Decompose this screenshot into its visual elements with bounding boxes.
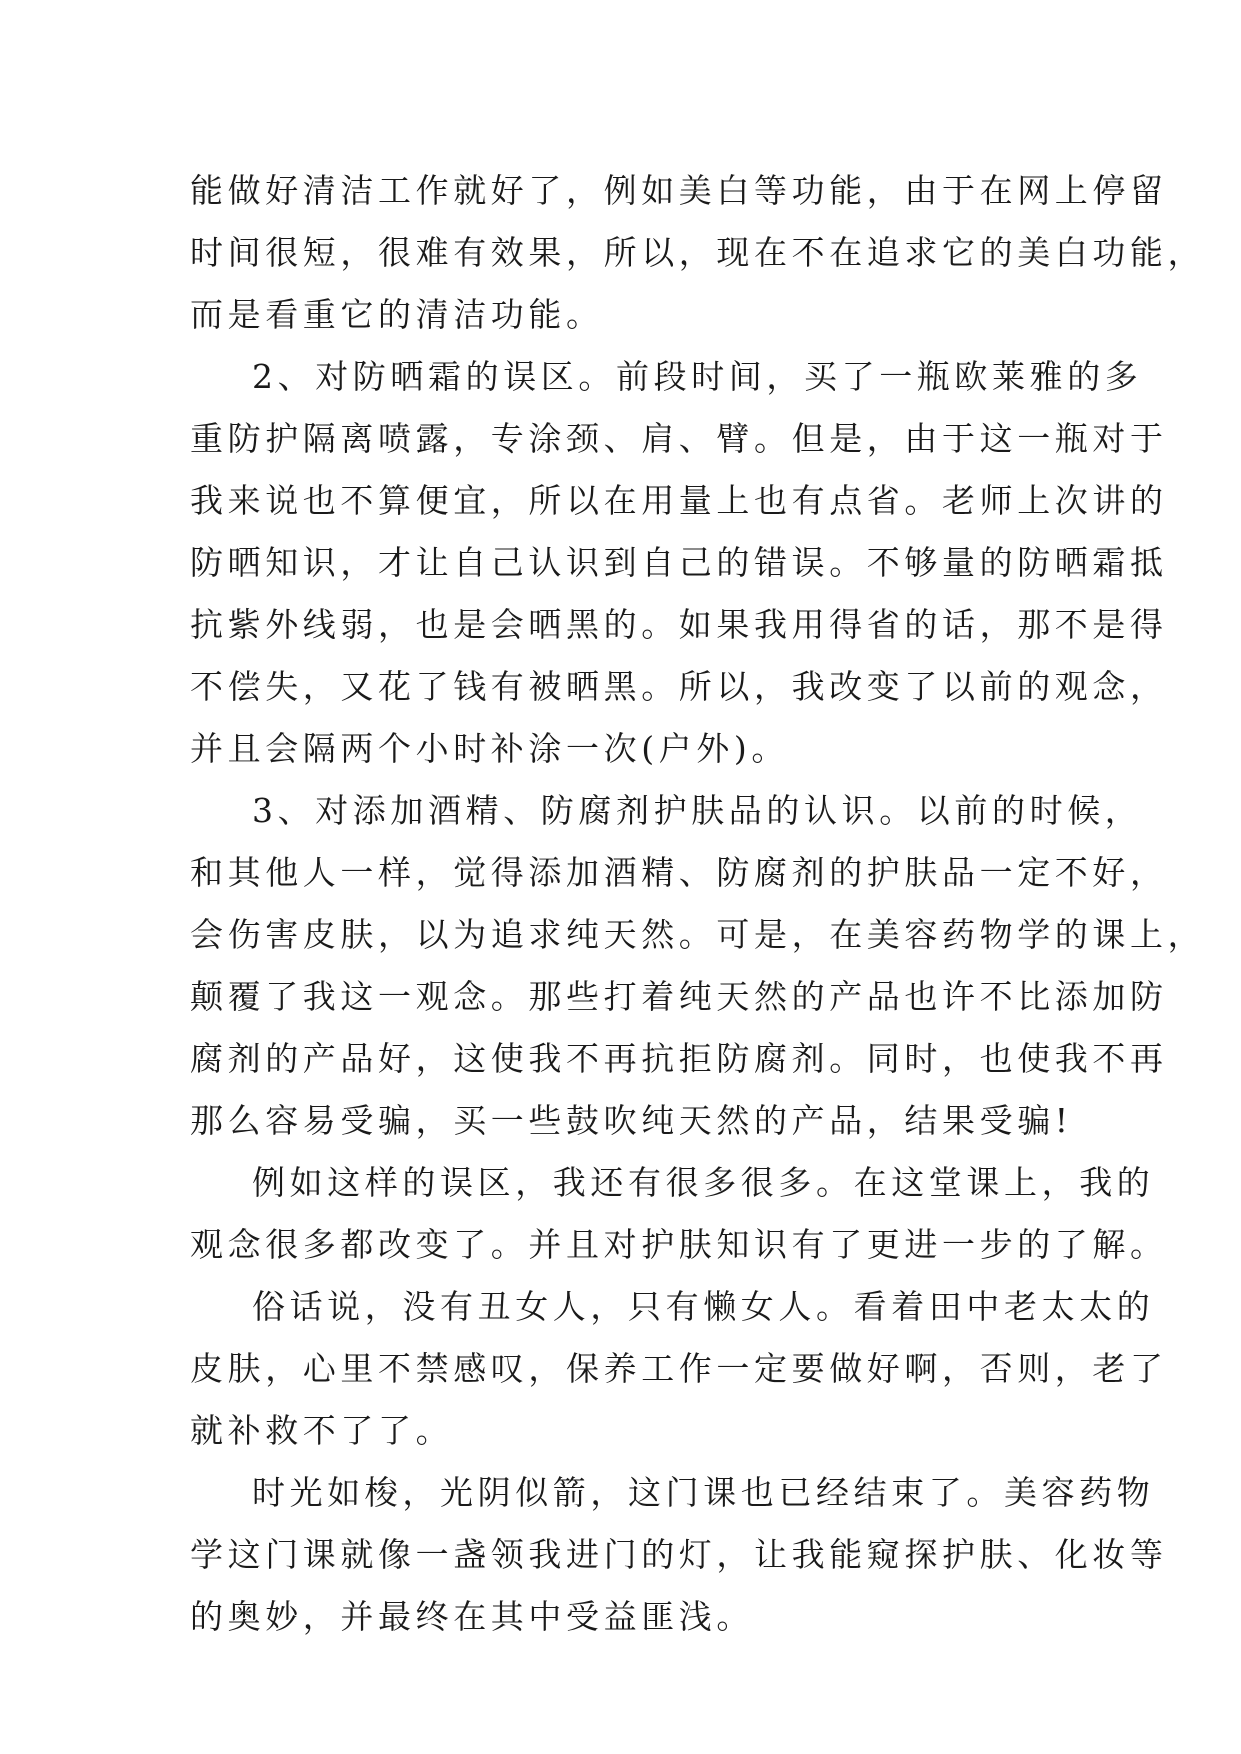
text-line: 会伤害皮肤，以为追求纯天然。可是，在美容药物学的课上，: [190, 915, 1206, 954]
text-line: 观念很多都改变了。并且对护肤知识有了更进一步的了解。: [190, 1225, 1168, 1264]
text-line: 不偿失，又花了钱有被晒黑。所以，我改变了以前的观念，: [190, 667, 1168, 706]
document-body: [190, 160, 1206, 1648]
text-line: 腐剂的产品好，这使我不再抗拒防腐剂。同时，也使我不再: [190, 1039, 1168, 1078]
text-line: 防晒知识，才让自己认识到自己的错误。不够量的防晒霜抵: [190, 543, 1168, 582]
text-line: 而是看重它的清洁功能。: [190, 295, 604, 334]
text-line: 学这门课就像一盏领我进门的灯，让我能窥探护肤、化妆等: [190, 1535, 1168, 1574]
text-line: 抗紫外线弱，也是会晒黑的。如果我用得省的话，那不是得: [190, 605, 1168, 644]
paragraph-start-line: 时光如梭，光阴似箭，这门课也已经结束了。美容药物: [252, 1473, 1155, 1512]
text-line: 我来说也不算便宜，所以在用量上也有点省。老师上次讲的: [190, 481, 1168, 520]
text-line: 能做好清洁工作就好了，例如美白等功能，由于在网上停留: [190, 171, 1168, 210]
text-line: 时间很短，很难有效果，所以，现在不在追求它的美白功能，: [190, 233, 1206, 272]
text-line: 就补救不了了。: [190, 1411, 454, 1450]
text-line: 重防护隔离喷露，专涂颈、肩、臂。但是，由于这一瓶对于: [190, 419, 1168, 458]
text-line: 并且会隔两个小时补涂一次(户外)。: [190, 729, 789, 768]
paragraph-start-line: 例如这样的误区，我还有很多很多。在这堂课上，我的: [252, 1163, 1155, 1202]
paragraph-start-line: 2、对防晒霜的误区。前段时间，买了一瓶欧莱雅的多: [252, 357, 1143, 396]
text-line: 颠覆了我这一观念。那些打着纯天然的产品也许不比添加防: [190, 977, 1168, 1016]
text-line: 那么容易受骗，买一些鼓吹纯天然的产品，结果受骗!: [190, 1101, 1073, 1140]
text-line: 皮肤，心里不禁感叹，保养工作一定要做好啊，否则，老了: [190, 1349, 1168, 1388]
paragraph-start-line: 俗话说，没有丑女人，只有懒女人。看着田中老太太的: [252, 1287, 1155, 1326]
paragraph-start-line: 3、对添加酒精、防腐剂护肤品的认识。以前的时候，: [252, 791, 1143, 830]
text-line: 的奥妙，并最终在其中受益匪浅。: [190, 1597, 754, 1636]
text-line: 和其他人一样，觉得添加酒精、防腐剂的护肤品一定不好，: [190, 853, 1168, 892]
